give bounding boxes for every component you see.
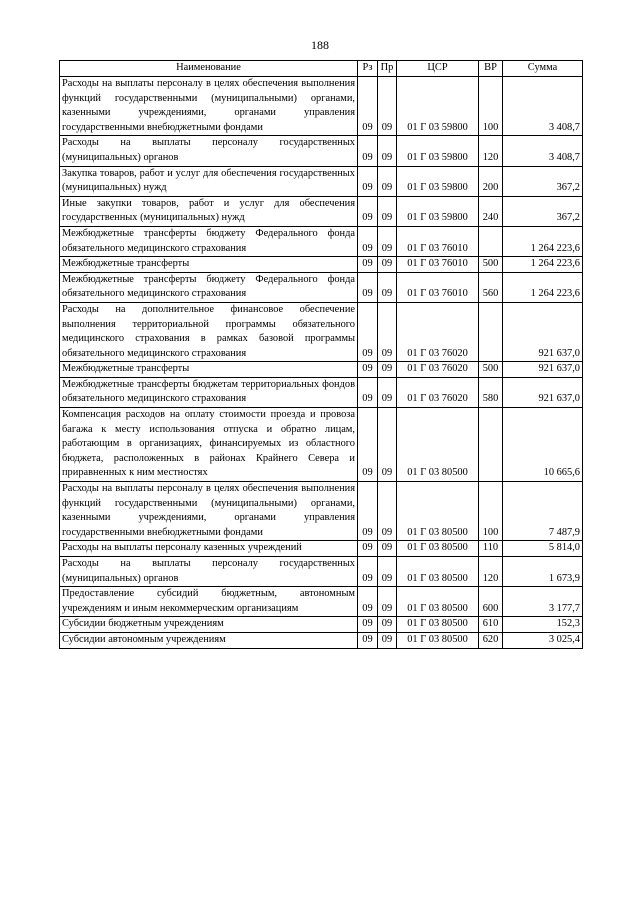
table-row	[60, 272, 583, 302]
row-csr: 01 Г 03 59800	[397, 166, 479, 196]
row-pr: 09	[378, 362, 397, 378]
row-vr	[479, 302, 503, 361]
row-rz: 09	[358, 408, 378, 482]
row-csr: 01 Г 03 76010	[397, 257, 479, 273]
table-row	[60, 302, 583, 361]
row-sum: 1 264 223,6	[503, 272, 583, 302]
row-name: Межбюджетные трансферты	[60, 257, 358, 273]
table-row	[60, 136, 583, 166]
row-csr: 01 Г 03 80500	[397, 482, 479, 541]
table-row	[60, 196, 583, 226]
table-row	[60, 587, 583, 617]
row-rz: 09	[358, 136, 378, 166]
row-sum: 1 673,9	[503, 557, 583, 587]
header-name: Наименование	[60, 61, 358, 77]
row-sum: 152,3	[503, 617, 583, 633]
row-vr: 120	[479, 557, 503, 587]
row-rz: 09	[358, 257, 378, 273]
row-rz: 09	[358, 166, 378, 196]
page-number: 188	[311, 38, 329, 52]
table-header-row	[60, 61, 583, 77]
table-row	[60, 257, 583, 273]
row-vr: 500	[479, 362, 503, 378]
row-rz: 09	[358, 632, 378, 648]
table-row	[60, 617, 583, 633]
row-csr: 01 Г 03 76020	[397, 362, 479, 378]
row-csr: 01 Г 03 80500	[397, 632, 479, 648]
row-rz: 09	[358, 226, 378, 256]
row-name: Субсидии бюджетным учреждениям	[60, 617, 358, 633]
row-sum: 3 025,4	[503, 632, 583, 648]
row-vr	[479, 226, 503, 256]
row-name: Компенсация расходов на оплату стоимости проезда и провоза багажа к месту использования отпуска и обратно лицам, работающим в организациях, финансируемых из областного бюджета, расположенных в районах Крайнего Севера и приравненных к ним местностях	[60, 408, 358, 482]
header-sum: Сумма	[503, 61, 583, 77]
row-vr: 600	[479, 587, 503, 617]
row-csr: 01 Г 03 76010	[397, 272, 479, 302]
row-csr: 01 Г 03 59800	[397, 77, 479, 136]
row-name: Расходы на выплаты персоналу государственных (муниципальных) органов	[60, 136, 358, 166]
table-row	[60, 632, 583, 648]
header-pr: Пр	[378, 61, 397, 77]
row-name: Расходы на выплаты персоналу государственных (муниципальных) органов	[60, 557, 358, 587]
row-vr	[479, 408, 503, 482]
row-sum: 1 264 223,6	[503, 226, 583, 256]
table-row	[60, 541, 583, 557]
row-vr: 100	[479, 482, 503, 541]
row-name: Межбюджетные трансферты бюджету Федерального фонда обязательного медицинского страхования	[60, 226, 358, 256]
row-name: Расходы на дополнительное финансовое обеспечение выполнения территориальной программы обязательного медицинского страхования в рамках базовой программы обязательного медицинского страхования	[60, 302, 358, 361]
row-rz: 09	[358, 541, 378, 557]
row-sum: 367,2	[503, 196, 583, 226]
row-csr: 01 Г 03 76010	[397, 226, 479, 256]
header-vr: ВР	[479, 61, 503, 77]
table-row	[60, 77, 583, 136]
row-pr: 09	[378, 377, 397, 407]
row-vr: 620	[479, 632, 503, 648]
row-csr: 01 Г 03 76020	[397, 302, 479, 361]
row-csr: 01 Г 03 80500	[397, 617, 479, 633]
row-rz: 09	[358, 557, 378, 587]
row-name: Расходы на выплаты персоналу в целях обеспечения выполнения функций государственными (муниципальными) органами, казенными учреждениями, органами управления государственными внебюджетными фондами	[60, 482, 358, 541]
row-pr: 09	[378, 136, 397, 166]
table-row	[60, 408, 583, 482]
row-pr: 09	[378, 541, 397, 557]
row-pr: 09	[378, 617, 397, 633]
row-vr: 120	[479, 136, 503, 166]
row-vr: 110	[479, 541, 503, 557]
row-rz: 09	[358, 272, 378, 302]
row-vr: 100	[479, 77, 503, 136]
table-row	[60, 482, 583, 541]
row-sum: 5 814,0	[503, 541, 583, 557]
row-vr: 200	[479, 166, 503, 196]
row-sum: 367,2	[503, 166, 583, 196]
row-name: Иные закупки товаров, работ и услуг для обеспечения государственных (муниципальных) нужд	[60, 196, 358, 226]
row-rz: 09	[358, 377, 378, 407]
row-vr: 560	[479, 272, 503, 302]
header-rz: Рз	[358, 61, 378, 77]
row-rz: 09	[358, 362, 378, 378]
row-rz: 09	[358, 302, 378, 361]
row-pr: 09	[378, 272, 397, 302]
row-pr: 09	[378, 302, 397, 361]
row-name: Межбюджетные трансферты	[60, 362, 358, 378]
row-csr: 01 Г 03 80500	[397, 557, 479, 587]
row-sum: 7 487,9	[503, 482, 583, 541]
row-sum: 921 637,0	[503, 377, 583, 407]
row-sum: 3 408,7	[503, 136, 583, 166]
table-row	[60, 377, 583, 407]
row-sum: 3 408,7	[503, 77, 583, 136]
row-csr: 01 Г 03 80500	[397, 408, 479, 482]
row-sum: 3 177,7	[503, 587, 583, 617]
row-name: Расходы на выплаты персоналу в целях обеспечения выполнения функций государственными (муниципальными) органами, казенными учреждениями, органами управления государственными внебюджетными фондами	[60, 77, 358, 136]
row-name: Субсидии автономным учреждениям	[60, 632, 358, 648]
row-sum: 921 637,0	[503, 302, 583, 361]
row-csr: 01 Г 03 59800	[397, 196, 479, 226]
row-pr: 09	[378, 632, 397, 648]
row-csr: 01 Г 03 76020	[397, 377, 479, 407]
row-name: Межбюджетные трансферты бюджету Федерального фонда обязательного медицинского страхования	[60, 272, 358, 302]
row-pr: 09	[378, 226, 397, 256]
row-vr: 500	[479, 257, 503, 273]
row-pr: 09	[378, 257, 397, 273]
row-name: Закупка товаров, работ и услуг для обеспечения государственных (муниципальных) нужд	[60, 166, 358, 196]
row-pr: 09	[378, 166, 397, 196]
row-name: Межбюджетные трансферты бюджетам территориальных фондов обязательного медицинского страхования	[60, 377, 358, 407]
budget-table	[59, 60, 583, 649]
row-name: Предоставление субсидий бюджетным, автономным учреждениям и иным некоммерческим организациям	[60, 587, 358, 617]
row-vr: 240	[479, 196, 503, 226]
row-pr: 09	[378, 408, 397, 482]
table-row	[60, 226, 583, 256]
row-sum: 10 665,6	[503, 408, 583, 482]
table-row	[60, 166, 583, 196]
row-rz: 09	[358, 196, 378, 226]
row-sum: 1 264 223,6	[503, 257, 583, 273]
row-pr: 09	[378, 557, 397, 587]
row-csr: 01 Г 03 80500	[397, 587, 479, 617]
row-vr: 580	[479, 377, 503, 407]
row-sum: 921 637,0	[503, 362, 583, 378]
row-pr: 09	[378, 196, 397, 226]
row-rz: 09	[358, 482, 378, 541]
table-row	[60, 362, 583, 378]
row-rz: 09	[358, 77, 378, 136]
row-rz: 09	[358, 617, 378, 633]
row-rz: 09	[358, 587, 378, 617]
row-name: Расходы на выплаты персоналу казенных учреждений	[60, 541, 358, 557]
header-csr: ЦСР	[397, 61, 479, 77]
row-pr: 09	[378, 77, 397, 136]
row-pr: 09	[378, 482, 397, 541]
row-csr: 01 Г 03 80500	[397, 541, 479, 557]
row-pr: 09	[378, 587, 397, 617]
row-vr: 610	[479, 617, 503, 633]
row-csr: 01 Г 03 59800	[397, 136, 479, 166]
table-row	[60, 557, 583, 587]
